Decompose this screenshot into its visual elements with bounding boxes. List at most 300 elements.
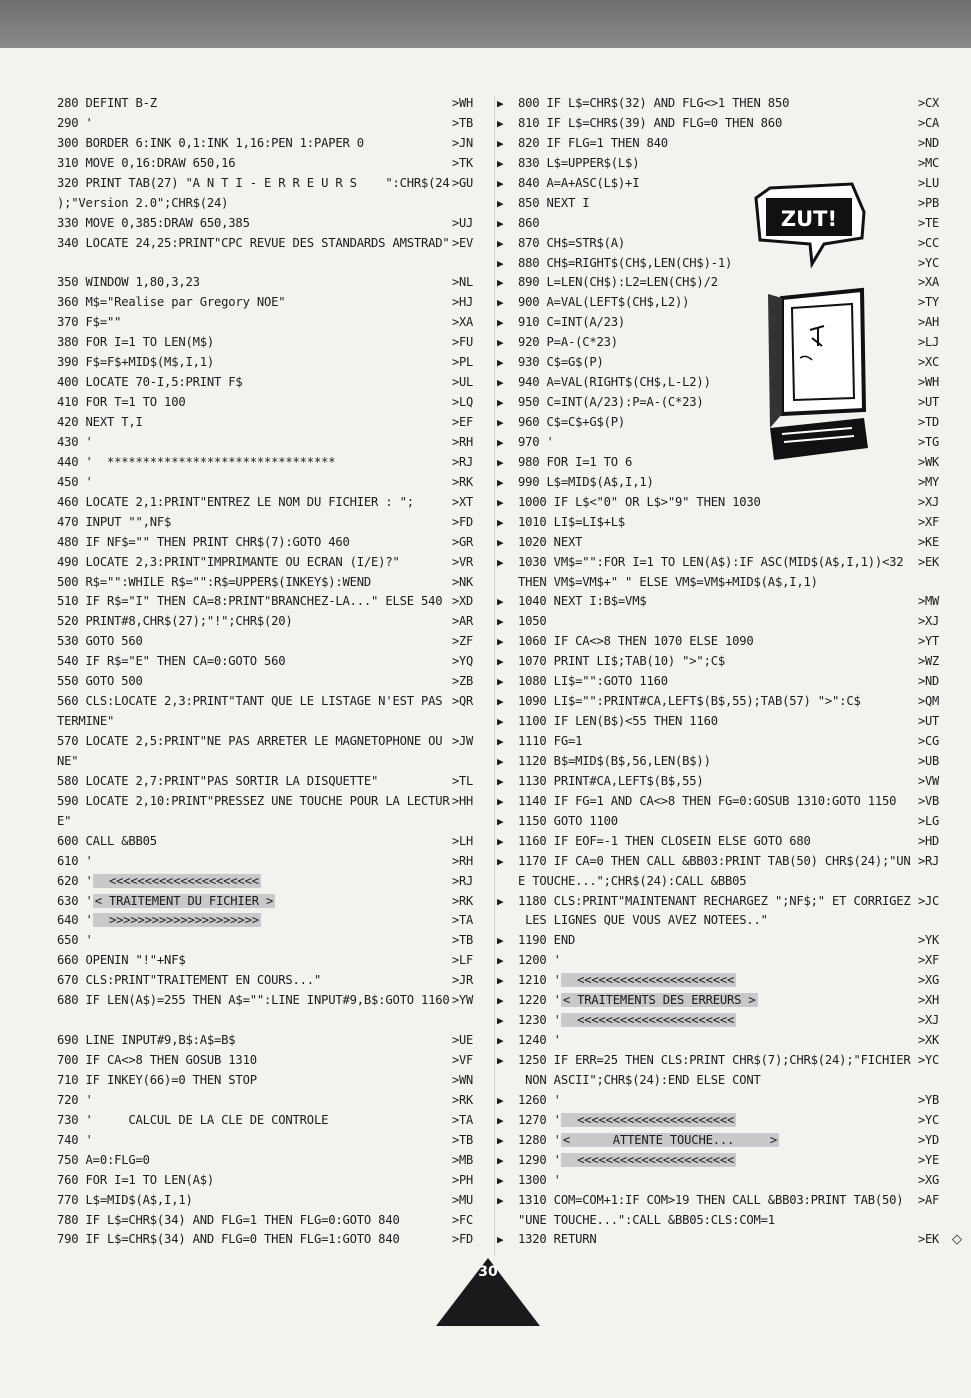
code-text: 810 IF L$=CHR$(39) AND FLG=0 THEN 860 <box>518 115 783 130</box>
code-text: 860 <box>518 215 540 230</box>
code-text: 400 LOCATE 70-I,5:PRINT F$ <box>57 375 243 390</box>
code-text: 580 LOCATE 2,7:PRINT"PAS SORTIR LA DISQUETTE" <box>57 773 379 788</box>
checksum-code: >XH <box>918 993 940 1008</box>
checksum-code: >HD <box>918 833 940 848</box>
line-arrow-icon: ▶ <box>497 834 504 848</box>
code-text: 940 A=VAL(RIGHT$(CH$,L-L2)) <box>518 375 711 390</box>
code-line <box>497 333 943 353</box>
code-line <box>57 533 477 553</box>
code-line <box>57 872 477 892</box>
code-text: 460 LOCATE 2,1:PRINT"ENTREZ LE NOM DU FICHIER : "; <box>57 494 414 509</box>
line-arrow-icon: ▶ <box>497 535 504 549</box>
checksum-code: >ZB <box>452 674 474 689</box>
line-arrow-icon: ▶ <box>497 994 504 1008</box>
code-text: 500 R$="":WHILE R$="":R$=UPPER$(INKEY$):WEND <box>57 574 372 589</box>
code-text: 840 A=A+ASC(L$)+I <box>518 175 640 190</box>
code-text: 680 IF LEN(A$)=255 THEN A$="":LINE INPUT#9,B$:GOTO 1160 <box>57 993 450 1008</box>
code-line <box>497 533 943 553</box>
code-text: 310 MOVE 0,16:DRAW 650,16 <box>57 155 236 170</box>
code-line <box>497 1151 943 1171</box>
checksum-code: >TA <box>452 913 474 928</box>
code-text: 870 CH$=STR$(A) <box>518 235 626 250</box>
checksum-code: >RJ <box>452 454 474 469</box>
checksum-code: >XJ <box>918 494 940 509</box>
checksum-code: >LU <box>918 175 940 190</box>
code-line <box>518 573 943 593</box>
checksum-code: >EF <box>452 415 474 429</box>
code-line <box>497 493 943 513</box>
checksum-code: >LG <box>918 813 940 828</box>
code-line <box>57 1131 477 1151</box>
code-line <box>497 592 943 612</box>
code-line <box>497 892 943 912</box>
checksum-code: >GU <box>452 175 474 190</box>
checksum-code: >YT <box>918 634 940 649</box>
checksum-code: >MU <box>452 1192 474 1207</box>
code-line <box>497 632 943 652</box>
code-text: 530 GOTO 560 <box>57 634 143 649</box>
checksum-code: >XJ <box>918 614 940 629</box>
checksum-code: >VF <box>452 1053 474 1067</box>
line-arrow-icon: ▶ <box>497 435 504 449</box>
code-text: 360 M$="Realise par Gregory NOE" <box>57 295 286 310</box>
line-arrow-icon: ▶ <box>497 595 504 609</box>
code-line <box>497 951 943 971</box>
code-text: 1010 LI$=LI$+L$ <box>518 514 626 529</box>
code-text: 510 IF R$="I" THEN CA=8:PRINT"BRANCHEZ-LA..." ELSE 540 <box>57 594 443 609</box>
code-line <box>497 214 943 234</box>
line-arrow-icon: ▶ <box>497 156 504 170</box>
checksum-code: >FU <box>452 335 474 350</box>
code-line <box>497 692 943 712</box>
checksum-code: >ND <box>918 674 940 689</box>
code-text: 1100 IF LEN(B$)<55 THEN 1160 <box>518 714 718 729</box>
code-text: 440 ' ******************************** <box>57 454 336 469</box>
code-line <box>497 931 943 951</box>
checksum-code: >AR <box>452 614 474 629</box>
column-divider <box>494 96 495 1256</box>
code-text: 300 BORDER 6:INK 0,1:INK 1,16:PEN 1:PAPER 0 <box>57 135 364 150</box>
code-text: 410 FOR T=1 TO 100 <box>57 395 186 410</box>
checksum-code: >PB <box>918 195 940 210</box>
code-text: 1280 ' < ATTENTE TOUCHE... > <box>518 1132 777 1147</box>
code-text: NON ASCII";CHR$(24):END ELSE CONT <box>518 1072 761 1087</box>
line-arrow-icon: ▶ <box>497 715 504 729</box>
code-text: 1180 CLS:PRINT"MAINTENANT RECHARGEZ ";NF$;" ET CORRIGEZ <box>518 893 911 908</box>
code-text: 480 IF NF$="" THEN PRINT CHR$(7):GOTO 460 <box>57 534 350 549</box>
code-line <box>57 911 477 931</box>
code-text: 420 NEXT T,I <box>57 415 143 429</box>
line-arrow-icon: ▶ <box>497 655 504 669</box>
code-line <box>57 1171 477 1191</box>
checksum-code: >UT <box>918 714 940 729</box>
checksum-code: >TG <box>918 434 940 449</box>
line-arrow-icon: ▶ <box>497 176 504 190</box>
code-line <box>57 513 477 533</box>
code-line <box>57 333 477 353</box>
checksum-code: >EV <box>452 235 474 250</box>
checksum-code: >NK <box>452 574 474 589</box>
code-line <box>57 1211 477 1231</box>
code-line <box>57 692 477 712</box>
code-line <box>497 273 943 293</box>
checksum-code: >VB <box>918 793 940 808</box>
checksum-code: >YE <box>918 1152 940 1167</box>
line-arrow-icon: ▶ <box>497 934 504 948</box>
checksum-code: >TB <box>452 933 474 948</box>
code-line <box>57 553 477 573</box>
code-text: 1170 IF CA=0 THEN CALL &BB03:PRINT TAB(50) CHR$(24);"UN <box>518 853 911 868</box>
code-text: 850 NEXT I <box>518 195 590 210</box>
checksum-code: >ND <box>918 135 940 150</box>
checksum-code: >WH <box>918 375 940 390</box>
code-line <box>497 672 943 692</box>
code-text: 1160 IF EOF=-1 THEN CLOSEIN ELSE GOTO 680 <box>518 833 811 848</box>
checksum-code: >YK <box>918 933 940 948</box>
code-text: 1310 COM=COM+1:IF COM>19 THEN CALL &BB03:PRINT TAB(50) <box>518 1192 904 1207</box>
code-line <box>57 313 477 333</box>
code-line <box>497 1031 943 1051</box>
checksum-code: >JN <box>452 135 474 150</box>
code-text: 590 LOCATE 2,10:PRINT"PRESSEZ UNE TOUCHE POUR LA LECTUR <box>57 793 450 808</box>
zut-computer-cartoon <box>752 178 870 466</box>
checksum-code: >VR <box>452 554 474 569</box>
code-text: 450 ' <box>57 474 93 489</box>
checksum-code: >XA <box>452 315 474 330</box>
code-text: 1250 IF ERR=25 THEN CLS:PRINT CHR$(7);CHR$(24);"FICHIER <box>518 1053 911 1067</box>
code-line <box>57 234 477 254</box>
listing-right-column <box>497 94 962 1250</box>
code-line <box>497 194 943 214</box>
checksum-code: >WH <box>452 96 474 110</box>
code-line <box>497 1131 943 1151</box>
checksum-code: >TL <box>452 773 474 788</box>
page-number: 30 <box>478 1264 498 1280</box>
code-text: 920 P=A-(C*23) <box>518 335 618 350</box>
checksum-code: >YW <box>452 993 474 1008</box>
code-line <box>497 313 943 333</box>
checksum-code: >RJ <box>918 853 940 868</box>
checksum-code: >JC <box>918 893 940 908</box>
line-arrow-icon: ▶ <box>497 396 504 410</box>
code-text: 340 LOCATE 24,25:PRINT"CPC REVUE DES STANDARDS AMSTRAD" <box>57 235 450 250</box>
line-arrow-icon: ▶ <box>497 216 504 230</box>
checksum-code: >UE <box>452 1033 474 1048</box>
code-line <box>57 433 477 453</box>
checksum-code: >MW <box>918 594 940 609</box>
code-text: 780 IF L$=CHR$(34) AND FLG=1 THEN FLG=0:GOTO 840 <box>57 1212 400 1227</box>
code-text: 380 FOR I=1 TO LEN(M$) <box>57 335 215 350</box>
code-line <box>497 94 943 114</box>
code-line <box>497 991 943 1011</box>
line-arrow-icon: ▶ <box>497 475 504 489</box>
code-text: 900 A=VAL(LEFT$(CH$,L2)) <box>518 295 690 310</box>
code-text: 1060 IF CA<>8 THEN 1070 ELSE 1090 <box>518 634 754 649</box>
code-line <box>497 852 943 872</box>
code-text: 1110 FG=1 <box>518 734 583 748</box>
code-line <box>57 772 477 792</box>
code-line <box>497 812 943 832</box>
code-text: 830 L$=UPPER$(L$) <box>518 155 640 170</box>
code-line <box>57 1151 477 1171</box>
code-text: 730 ' CALCUL DE LA CLE DE CONTROLE <box>57 1112 329 1127</box>
checksum-code: >TK <box>452 155 474 170</box>
line-arrow-icon: ▶ <box>497 256 504 270</box>
line-arrow-icon: ▶ <box>497 974 504 988</box>
code-line <box>57 194 477 214</box>
line-arrow-icon: ▶ <box>497 735 504 748</box>
code-text: 1000 IF L$<"0" OR L$>"9" THEN 1030 <box>518 494 761 509</box>
code-line <box>497 1091 943 1111</box>
code-line <box>497 1171 943 1191</box>
code-line <box>497 971 943 991</box>
code-text: 350 WINDOW 1,80,3,23 <box>57 275 200 290</box>
code-text: 630 ' < TRAITEMENT DU FICHIER > <box>57 893 274 908</box>
code-text: 1240 ' <box>518 1033 561 1048</box>
checksum-code: >WN <box>452 1072 474 1087</box>
checksum-code: >CC <box>918 235 940 250</box>
line-arrow-icon: ▶ <box>497 794 504 808</box>
code-line <box>497 553 943 573</box>
code-line <box>497 174 943 194</box>
checksum-code: >FD <box>452 1232 474 1247</box>
code-line <box>57 971 477 991</box>
code-text: 670 CLS:PRINT"TRAITEMENT EN COURS..." <box>57 973 322 988</box>
line-arrow-icon: ▶ <box>497 1093 504 1107</box>
checksum-code: >LQ <box>452 395 474 410</box>
code-text: 740 ' <box>57 1132 93 1147</box>
line-arrow-icon: ▶ <box>497 754 504 768</box>
code-text: 1320 RETURN <box>518 1232 597 1247</box>
checksum-code: >XC <box>918 355 940 370</box>
code-line <box>518 1071 943 1091</box>
checksum-code: >CG <box>918 734 940 748</box>
code-text: 950 C=INT(A/23):P=A-(C*23) <box>518 395 704 410</box>
code-line <box>57 732 477 752</box>
line-arrow-icon: ▶ <box>497 1193 504 1207</box>
code-line <box>57 1091 477 1111</box>
checksum-code: >RK <box>452 1092 474 1107</box>
checksum-code: >EK <box>918 1232 940 1247</box>
checksum-code: >YQ <box>452 654 474 669</box>
code-line <box>57 812 477 832</box>
code-text: 540 IF R$="E" THEN CA=0:GOTO 560 <box>57 654 286 669</box>
code-line <box>57 852 477 872</box>
code-line <box>497 1191 943 1211</box>
checksum-code: >WK <box>918 454 940 469</box>
checksum-code: >MB <box>452 1152 474 1167</box>
line-arrow-icon: ▶ <box>497 615 504 629</box>
checksum-code: >MC <box>918 155 940 170</box>
code-text: 990 L$=MID$(A$,I,1) <box>518 474 654 489</box>
line-arrow-icon: ▶ <box>497 336 504 350</box>
code-text: 750 A=0:FLG=0 <box>57 1152 150 1167</box>
line-arrow-icon: ▶ <box>497 455 504 469</box>
code-line <box>497 1230 962 1250</box>
checksum-code: >JW <box>452 734 474 748</box>
line-arrow-icon: ▶ <box>497 695 504 709</box>
code-line <box>57 1031 477 1051</box>
code-text: NE" <box>57 753 79 768</box>
checksum-code: >XT <box>452 494 474 509</box>
code-text: 1130 PRINT#CA,LEFT$(B$,55) <box>518 773 704 788</box>
code-text: 1190 END <box>518 933 576 948</box>
code-text: 710 IF INKEY(66)=0 THEN STOP <box>57 1072 257 1087</box>
line-arrow-icon: ▶ <box>497 136 504 150</box>
code-line <box>57 393 477 413</box>
code-line <box>497 413 943 433</box>
checksum-code: >RH <box>452 434 474 449</box>
code-line <box>57 453 477 473</box>
code-line <box>57 1191 477 1211</box>
line-arrow-icon: ▶ <box>497 416 504 429</box>
checksum-code: >XK <box>918 1033 940 1048</box>
code-text: THEN VM$=VM$+" " ELSE VM$=VM$+MID$(A$,I,1) <box>518 574 818 589</box>
checksum-code: >PL <box>452 355 474 370</box>
checksum-code: >FC <box>452 1212 474 1227</box>
code-text: 1070 PRINT LI$;TAB(10) ">";C$ <box>518 654 725 669</box>
checksum-code: >XF <box>918 953 940 968</box>
code-text: 560 CLS:LOCATE 2,3:PRINT"TANT QUE LE LISTAGE N'EST PAS <box>57 694 443 709</box>
checksum-code: >RK <box>452 474 474 489</box>
code-text: 610 ' <box>57 853 93 868</box>
line-arrow-icon: ▶ <box>497 954 504 968</box>
code-text: 370 F$="" <box>57 315 122 330</box>
code-line <box>57 612 477 632</box>
checksum-code: >LJ <box>918 335 940 350</box>
code-line <box>57 632 477 652</box>
line-arrow-icon: ▶ <box>497 1014 504 1028</box>
code-text: 1150 GOTO 1100 <box>518 813 618 828</box>
code-text: E" <box>57 813 72 828</box>
code-text: 1270 ' <<<<<<<<<<<<<<<<<<<<<< <box>518 1112 735 1127</box>
code-line <box>57 1071 477 1091</box>
code-line <box>497 293 943 313</box>
code-line <box>57 832 477 852</box>
code-text: 760 FOR I=1 TO LEN(A$) <box>57 1172 215 1187</box>
code-line <box>57 413 477 433</box>
line-arrow-icon: ▶ <box>497 515 504 529</box>
checksum-code: >CX <box>918 96 940 110</box>
code-line <box>57 1011 477 1031</box>
code-text: TERMINE" <box>57 714 115 729</box>
code-text: 1260 ' <box>518 1092 561 1107</box>
code-text: 910 C=INT(A/23) <box>518 315 626 330</box>
code-line <box>497 732 943 752</box>
line-arrow-icon: ▶ <box>497 894 504 908</box>
checksum-code: >AF <box>918 1192 940 1207</box>
checksum-code: >KE <box>918 534 940 549</box>
checksum-code: >NL <box>452 275 474 290</box>
checksum-code: >GR <box>452 534 474 549</box>
code-text: 650 ' <box>57 933 93 948</box>
code-line <box>497 712 943 732</box>
line-arrow-icon: ▶ <box>497 555 504 569</box>
code-text: 1230 ' <<<<<<<<<<<<<<<<<<<<<< <box>518 1013 735 1028</box>
line-arrow-icon: ▶ <box>497 116 504 130</box>
code-text: 1290 ' <<<<<<<<<<<<<<<<<<<<<< <box>518 1152 735 1167</box>
code-line <box>57 214 477 234</box>
code-line <box>518 911 943 931</box>
line-arrow-icon: ▶ <box>497 1054 504 1067</box>
code-text: 820 IF FLG=1 THEN 840 <box>518 135 668 150</box>
code-line <box>57 134 477 154</box>
code-text: 470 INPUT "",NF$ <box>57 514 172 529</box>
code-line <box>57 991 477 1011</box>
line-arrow-icon: ▶ <box>497 1133 504 1147</box>
code-line <box>57 792 477 812</box>
checksum-code: >ZF <box>452 634 474 649</box>
code-text: 1080 LI$="":GOTO 1160 <box>518 674 668 689</box>
code-line <box>497 353 943 373</box>
code-line <box>497 832 943 852</box>
checksum-code: >QR <box>452 694 474 709</box>
line-arrow-icon: ▶ <box>497 814 504 828</box>
checksum-code: >YD <box>918 1132 940 1147</box>
code-text: 570 LOCATE 2,5:PRINT"NE PAS ARRETER LE MAGNETOPHONE OU <box>57 734 443 748</box>
line-arrow-icon: ▶ <box>497 376 504 390</box>
code-line <box>57 154 477 174</box>
line-arrow-icon: ▶ <box>497 854 504 868</box>
code-line <box>57 652 477 672</box>
code-text: 1120 B$=MID$(B$,56,LEN(B$)) <box>518 753 711 768</box>
checksum-code: >UJ <box>452 215 474 230</box>
code-text: 1210 ' <<<<<<<<<<<<<<<<<<<<<< <box>518 973 735 988</box>
code-text: 550 GOTO 500 <box>57 674 143 689</box>
code-text: 800 IF L$=CHR$(32) AND FLG<>1 THEN 850 <box>518 96 790 110</box>
line-arrow-icon: ▶ <box>497 1233 504 1247</box>
checksum-code: >YB <box>918 1092 940 1107</box>
checksum-code: >HJ <box>452 295 474 310</box>
code-text: 890 L=LEN(CH$):L2=LEN(CH$)/2 <box>518 275 718 290</box>
code-text: 320 PRINT TAB(27) "A N T I - E R R E U R S ":CHR$(24 <box>57 175 450 190</box>
code-line <box>57 273 477 293</box>
code-line <box>57 493 477 513</box>
checksum-code: >XF <box>918 514 940 529</box>
code-line <box>497 1111 943 1131</box>
code-line <box>497 473 943 493</box>
code-text: 690 LINE INPUT#9,B$:A$=B$ <box>57 1033 236 1048</box>
line-arrow-icon: ▶ <box>497 296 504 310</box>
checksum-code: >XJ <box>918 1013 940 1028</box>
checksum-code: >VW <box>918 773 940 788</box>
checksum-code: >EK <box>918 554 940 569</box>
code-text: 1200 ' <box>518 953 561 968</box>
code-text: 1050 <box>518 614 547 629</box>
checksum-code: >XA <box>918 275 940 290</box>
code-line <box>57 1111 477 1131</box>
code-line <box>57 373 477 393</box>
checksum-code: >TD <box>918 415 940 429</box>
code-line <box>57 951 477 971</box>
zut-speech-text: ZUT! <box>780 207 838 231</box>
line-arrow-icon: ▶ <box>497 97 504 110</box>
code-text: 600 CALL &BB05 <box>57 833 157 848</box>
code-line <box>57 592 477 612</box>
code-text: 430 ' <box>57 434 93 449</box>
checksum-code: >JR <box>452 973 474 988</box>
checksum-code: >TB <box>452 115 474 130</box>
checksum-code: >YC <box>918 255 940 270</box>
code-text: E TOUCHE...";CHR$(24):CALL &BB05 <box>518 873 747 888</box>
line-arrow-icon: ▶ <box>497 276 504 290</box>
code-line <box>497 612 943 632</box>
line-arrow-icon: ▶ <box>497 316 504 330</box>
code-text: 290 ' <box>57 115 93 130</box>
checksum-code: >UL <box>452 375 474 390</box>
checksum-code: >UT <box>918 395 940 410</box>
code-text: 790 IF L$=CHR$(34) AND FLG=0 THEN FLG=1:GOTO 840 <box>57 1232 400 1247</box>
